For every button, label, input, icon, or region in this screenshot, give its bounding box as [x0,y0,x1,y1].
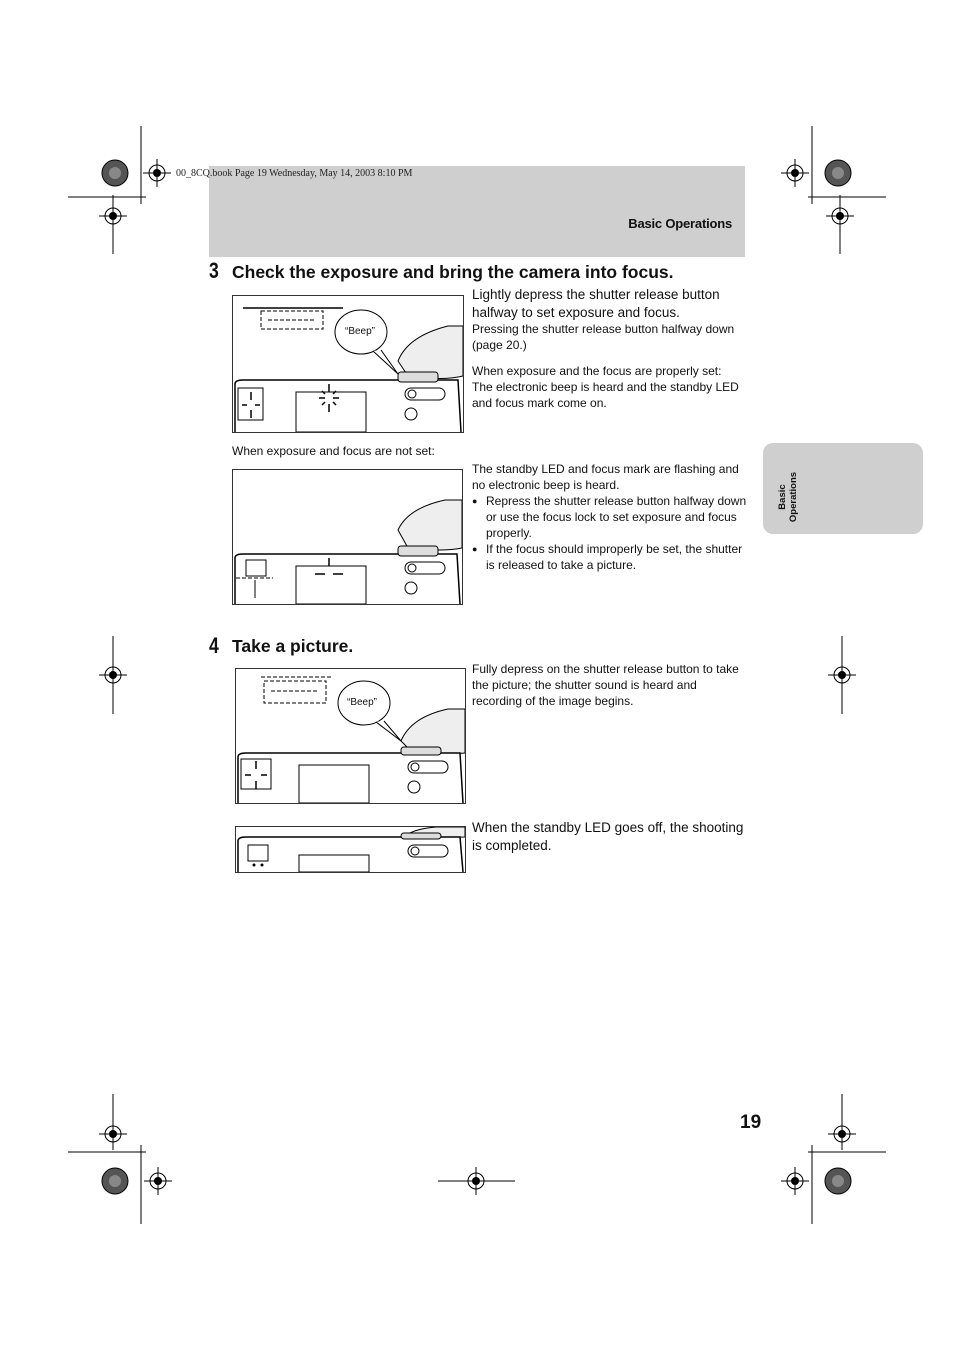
step-4-title: Take a picture. [232,636,354,656]
figure-focus-not-set [232,469,463,605]
bullet-item: ● If the focus should improperly be set, the shutter is released to take a picture. [472,541,747,573]
step-3-title: Check the exposure and bring the camera into focus. [232,262,674,282]
bullet-item: ● Repress the shutter release button halfway down or use the focus lock to set exposure and focus properly. [472,493,747,541]
step-4-number: 4 [209,633,219,658]
side-tab-label [777,447,799,547]
step-3-note-1: Pressing the shutter release button halfway down (page 20.) [472,322,735,352]
not-set-label: When exposure and focus are not set: [232,444,435,458]
book-info: 00_8CQ.book Page 19 Wednesday, May 14, 2003 8:10 PM [176,168,413,179]
step-3-number: 3 [209,258,219,283]
not-set-text: The standby LED and focus mark are flashing and no electronic beep is heard. [472,462,739,492]
step-4-completion: When the standby LED goes off, the shooting is completed. [472,820,744,853]
figure-take-picture [235,668,466,804]
figure-focus-set [232,295,464,433]
side-tab-label-line2: Operations [788,471,799,523]
figure-completed [235,826,466,873]
figure-3-beep: “Beep” [347,697,378,708]
side-tab-label-line1: Basic [777,484,788,510]
page-number: 19 [740,1112,762,1133]
step-3-instruction: Lightly depress the shutter release button halfway to set exposure and focus. [472,287,720,320]
step-4-instruction: Fully depress on the shutter release button to take the picture; the shutter sound is heard and recording of the image begins. [472,662,739,708]
not-set-bullets [472,493,747,573]
section-header: Basic Operations [628,216,732,231]
step-3-note-2: When exposure and the focus are properly set: The electronic beep is heard and the standby LED and focus mark come on. [472,364,739,410]
figure-1-beep: “Beep” [345,326,376,337]
header-band [209,166,745,257]
